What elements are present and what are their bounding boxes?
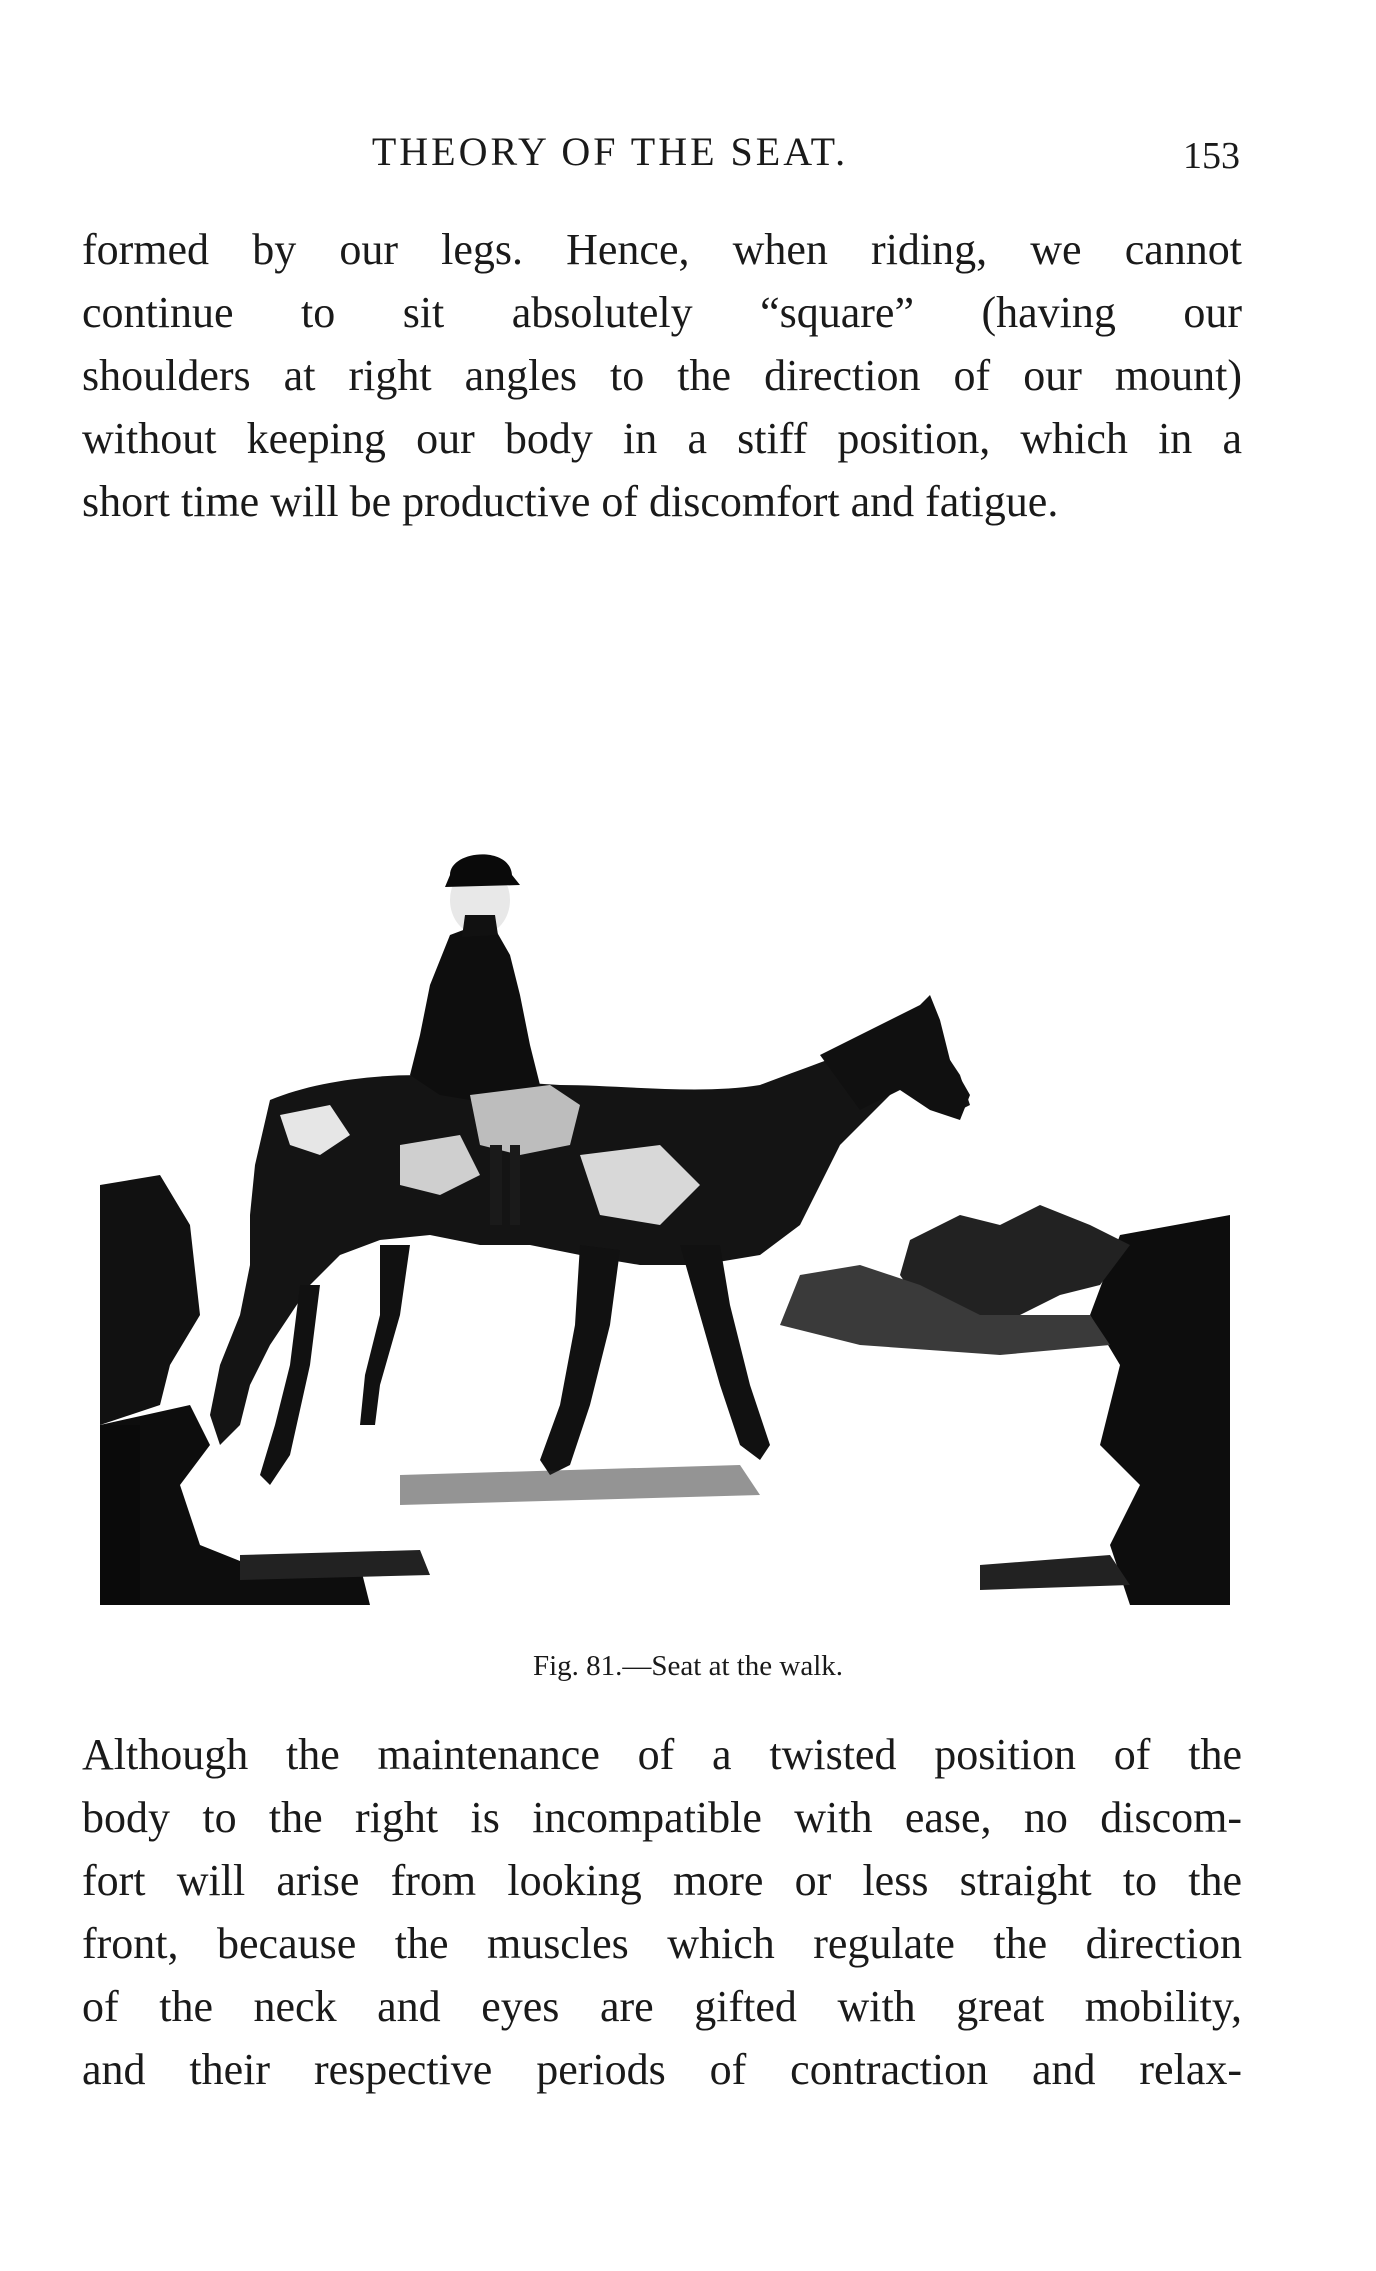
- paragraph-bottom: [82, 1723, 1242, 2101]
- paragraph-top: [82, 218, 1242, 533]
- text-line: fort will arise from looking more or less straight to the: [82, 1856, 1242, 1905]
- text-line: of the neck and eyes are gifted with great mobility,: [82, 1982, 1242, 2031]
- text-line: continue to sit absolutely “square” (having our: [82, 288, 1242, 337]
- text-line: front, because the muscles which regulate the direction: [82, 1919, 1242, 1968]
- text-line: short time will be productive of discomfort and fatigue.: [82, 477, 1059, 526]
- figure-caption: Fig. 81.—Seat at the walk.: [532, 1650, 844, 1682]
- text-line: Although the maintenance of a twisted position of the: [82, 1730, 1242, 1779]
- text-line: formed by our legs. Hence, when riding, we cannot: [82, 225, 1242, 274]
- running-title: THEORY OF THE SEAT.: [371, 129, 849, 174]
- figure-horse-rider: [100, 845, 1230, 1620]
- text-line: shoulders at right angles to the direction of our mount): [82, 351, 1242, 400]
- page-number: 153: [1183, 135, 1240, 177]
- horse-rider-illustration: [100, 845, 1230, 1620]
- text-line: without keeping our body in a stiff position, which in a: [82, 414, 1242, 463]
- text-line: body to the right is incompatible with ease, no discom-: [82, 1793, 1242, 1842]
- page-header: [80, 128, 1240, 178]
- text-line: and their respective periods of contraction and relax-: [82, 2045, 1242, 2094]
